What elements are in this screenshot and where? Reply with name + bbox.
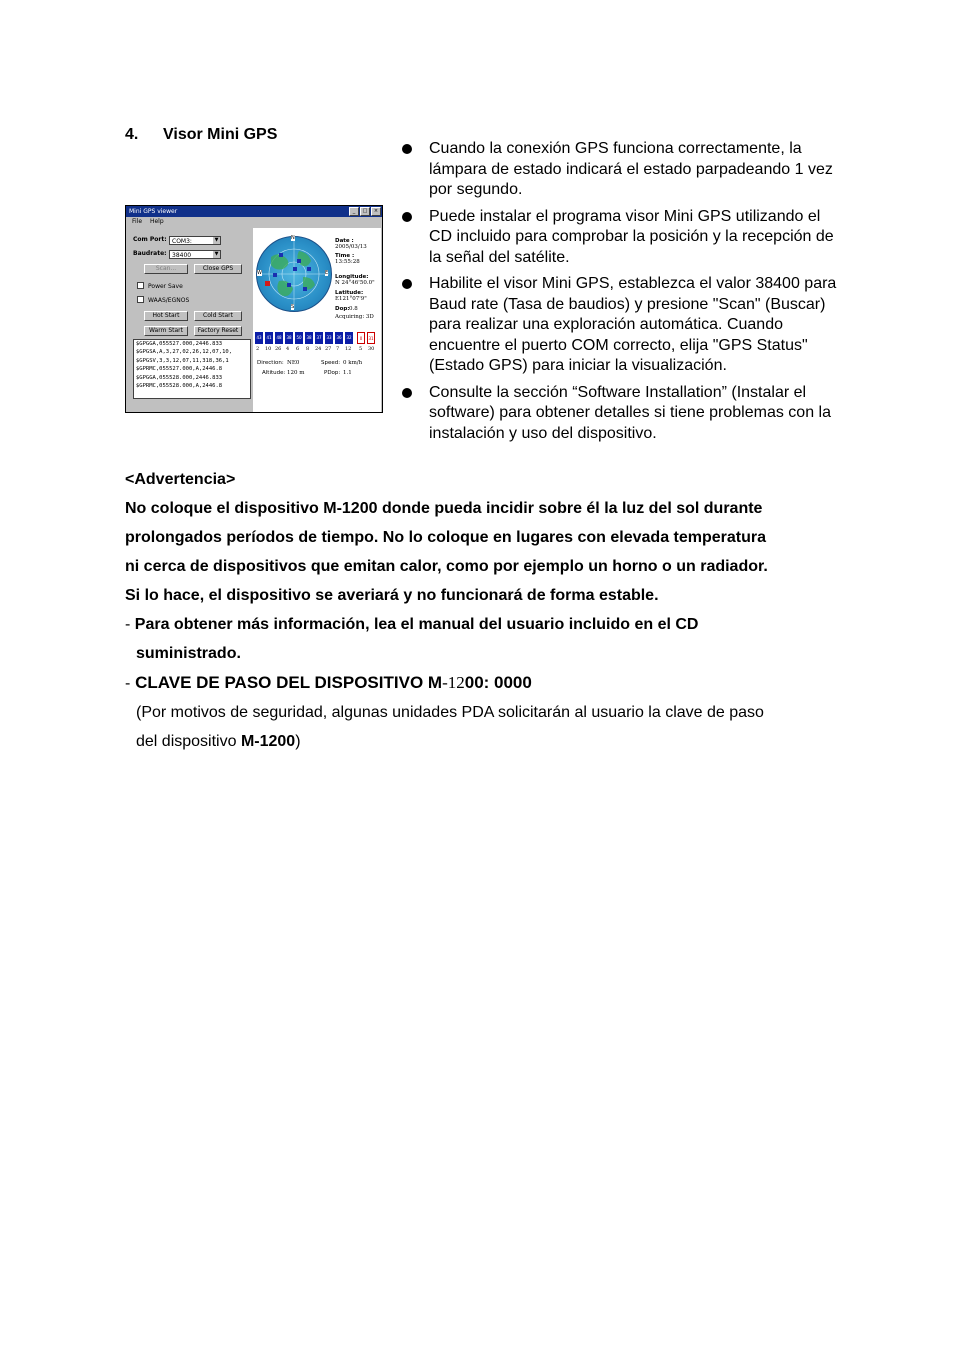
prn-label: 7 — [336, 346, 340, 352]
minimize-icon[interactable]: _ — [349, 207, 359, 216]
info-text: Para obtener más información, lea el manual del usuario incluido en el CD — [134, 616, 699, 633]
compass-e: E — [325, 270, 329, 276]
hot-start-button[interactable]: Hot Start — [144, 311, 188, 321]
info-dash: - — [125, 616, 131, 633]
menu-help[interactable]: Help — [149, 218, 164, 225]
note-line-2 — [125, 727, 845, 756]
time-label: Time : — [335, 253, 355, 259]
info-line — [125, 610, 845, 639]
prn-label: 6 — [296, 346, 300, 352]
bullet-dot-icon — [402, 279, 412, 289]
dop-label: Dop: — [335, 306, 350, 312]
baudrate-label: Baudrate: — [133, 250, 167, 257]
list-item — [400, 274, 840, 377]
bullet-dot-icon — [402, 212, 412, 222]
prn-label: 10 — [265, 346, 272, 352]
info-line-continued: suministrado. — [136, 645, 241, 662]
prn-label: 5 — [359, 346, 363, 352]
prn-label: 26 — [275, 346, 282, 352]
signal-bar: 38 — [305, 332, 313, 344]
prn-row — [255, 346, 379, 353]
window-titlebar — [126, 206, 382, 217]
mini-gps-window-screenshot — [125, 205, 383, 413]
pdop-value: 1.1 — [343, 370, 352, 376]
baudrate-value: 38400 — [172, 252, 192, 259]
nmea-line: $GPGSA,A,3,27,02,26,12,07,10, — [136, 349, 233, 356]
warning-heading: <Advertencia> — [125, 471, 236, 488]
list-item — [400, 139, 840, 201]
compass-n: N — [291, 235, 295, 241]
warning-line: ni cerca de dispositivos que emitan calor, como por ejemplo un horno o un radiador. — [125, 558, 768, 575]
scan-button[interactable]: Scan... — [144, 264, 188, 274]
nmea-line: $GPRMC,055527.000,A,2446.8 — [136, 366, 223, 373]
note-prefix: del dispositivo — [136, 733, 241, 750]
signal-bar: 38 — [285, 332, 293, 344]
latitude-label: Latitude: — [335, 290, 364, 296]
gps-status-panel — [253, 228, 381, 412]
list-item-text: Consulte la sección “Software Installation” (Instalar el software) para obtener detalles si tiene problemas con la instalación y uso del dispositivo. — [429, 383, 831, 442]
maximize-icon[interactable]: □ — [360, 207, 370, 216]
signal-bar: 50 — [295, 332, 303, 344]
time-value: 13:55:28 — [335, 259, 360, 265]
signal-bar: 48 — [275, 332, 283, 344]
bullet-dot-icon — [402, 144, 412, 154]
signal-bar: 31 — [367, 332, 375, 344]
nmea-log-list[interactable] — [133, 339, 251, 399]
direction-value: NE0 — [287, 360, 300, 366]
passkey-line — [125, 668, 845, 698]
longitude-label: Longitude: — [335, 274, 369, 280]
warning-line: prolongados períodos de tiempo. No lo coloque en lugares con elevada temperatura — [125, 529, 767, 546]
dop-value: 0.8 — [349, 306, 358, 312]
prn-label: 27 — [325, 346, 332, 352]
pdop-label: PDop: — [324, 370, 341, 376]
signal-bar: 32 — [345, 332, 353, 344]
speed-label: Speed: — [321, 360, 341, 366]
prn-label: 30 — [368, 346, 375, 352]
nmea-line: $GPGGA,055527.000,2446.833 — [136, 341, 223, 347]
speed-value: 0 km/h — [343, 360, 363, 366]
warm-start-button[interactable]: Warm Start — [144, 326, 188, 336]
bullet-list — [400, 139, 840, 450]
passkey-model: -12 — [442, 673, 465, 692]
close-icon[interactable]: × — [371, 207, 381, 216]
nmea-line: $GPGGA,055528.000,2446.833 — [136, 374, 223, 381]
warning-line: No coloque el dispositivo M-1200 donde pueda incidir sobre él la luz del sol durante — [125, 500, 763, 517]
passkey-prefix: CLAVE DE PASO DEL DISPOSITIVO M — [135, 673, 443, 692]
list-item-text: Habilite el visor Mini GPS, establezca el valor 38400 para Baud rate (Tasa de baudios) y presione "Scan" (Buscar) para realizar una exploración automática. Cuando encuentre el puerto COM correcto, elija "GPS Status" (Estado GPS) para iniciar la visualización. — [429, 275, 837, 374]
list-item-text: Puede instalar el programa visor Mini GPS utilizando el CD incluido para comprobar la posición y la recepción de la señal del satélite. — [429, 207, 834, 266]
note-line: (Por motivos de seguridad, algunas unidades PDA solicitarán al usuario la clave de paso — [136, 704, 764, 721]
com-port-value: COM3: — [172, 238, 192, 245]
compass-w: W — [257, 270, 262, 276]
signal-bar: 0 — [357, 332, 365, 344]
date-label: Date : — [335, 238, 354, 244]
bullet-dot-icon — [402, 388, 412, 398]
waas-label: WAAS/EGNOS — [148, 297, 190, 304]
nmea-line: $GPGSV,3,3,12,07,11,318,36,1 — [136, 357, 229, 364]
menu-bar — [126, 217, 382, 226]
longitude-value: N 24°46'50.0" — [335, 280, 375, 286]
note-model: M-1200 — [240, 733, 296, 750]
prn-label: 2 — [256, 346, 260, 352]
altitude-label: Altitude: — [262, 370, 286, 376]
warning-block — [125, 465, 845, 756]
list-item — [400, 383, 840, 445]
section-title — [125, 126, 277, 144]
latitude-value: E121°07'9" — [335, 296, 367, 302]
com-port-label: Com Port: — [133, 236, 167, 243]
signal-bars — [255, 332, 379, 344]
factory-reset-button[interactable]: Factory Reset — [194, 326, 242, 336]
date-value: 2005/03/13 — [335, 244, 367, 250]
list-item-text: Cuando la conexión GPS funciona correctamente, la lámpara de estado indicará el estado parpadeando 1 vez por segundo. — [429, 140, 833, 198]
signal-bar: 37 — [315, 332, 323, 344]
warning-line: Si lo hace, el dispositivo se averiará y no funcionará de forma estable. — [125, 587, 659, 604]
compass-s: S — [291, 304, 295, 310]
skyplot-grid — [257, 237, 331, 311]
waas-checkbox[interactable] — [137, 296, 189, 304]
section-title-text: Visor Mini GPS — [163, 126, 278, 143]
satellite-skyplot — [256, 236, 332, 312]
chevron-down-icon: ▼ — [214, 251, 219, 257]
section-number: 4. — [125, 126, 139, 143]
passkey-dash: - — [125, 675, 131, 692]
power-save-checkbox[interactable] — [137, 282, 183, 290]
menu-file[interactable]: File — [132, 218, 143, 225]
direction-label: Direction: — [257, 360, 284, 366]
signal-bar: 33 — [325, 332, 333, 344]
signal-bar: 36 — [335, 332, 343, 344]
altitude-value: 120 m — [287, 370, 305, 376]
signal-bar: 41 — [265, 332, 273, 344]
com-port-select[interactable] — [169, 236, 221, 245]
signal-bar: 43 — [255, 332, 263, 344]
prn-label: 4 — [286, 346, 290, 352]
prn-label: 24 — [315, 346, 322, 352]
prn-label: 8 — [306, 346, 310, 352]
prn-label: 12 — [345, 346, 352, 352]
window-title: Mini GPS viewer — [129, 208, 178, 215]
chevron-down-icon: ▼ — [214, 237, 219, 243]
passkey-suffix: 00: 0000 — [464, 673, 532, 692]
note-suffix: ) — [295, 733, 301, 750]
list-item — [400, 207, 840, 269]
nmea-line: $GPRMC,055528.000,A,2446.8 — [136, 383, 223, 390]
power-save-label: Power Save — [148, 283, 183, 290]
acquiring-status: Acquiring: 3D — [335, 314, 374, 320]
cold-start-button[interactable]: Cold Start — [194, 311, 242, 321]
close-gps-button[interactable]: Close GPS — [194, 264, 242, 274]
baudrate-select[interactable] — [169, 250, 221, 259]
